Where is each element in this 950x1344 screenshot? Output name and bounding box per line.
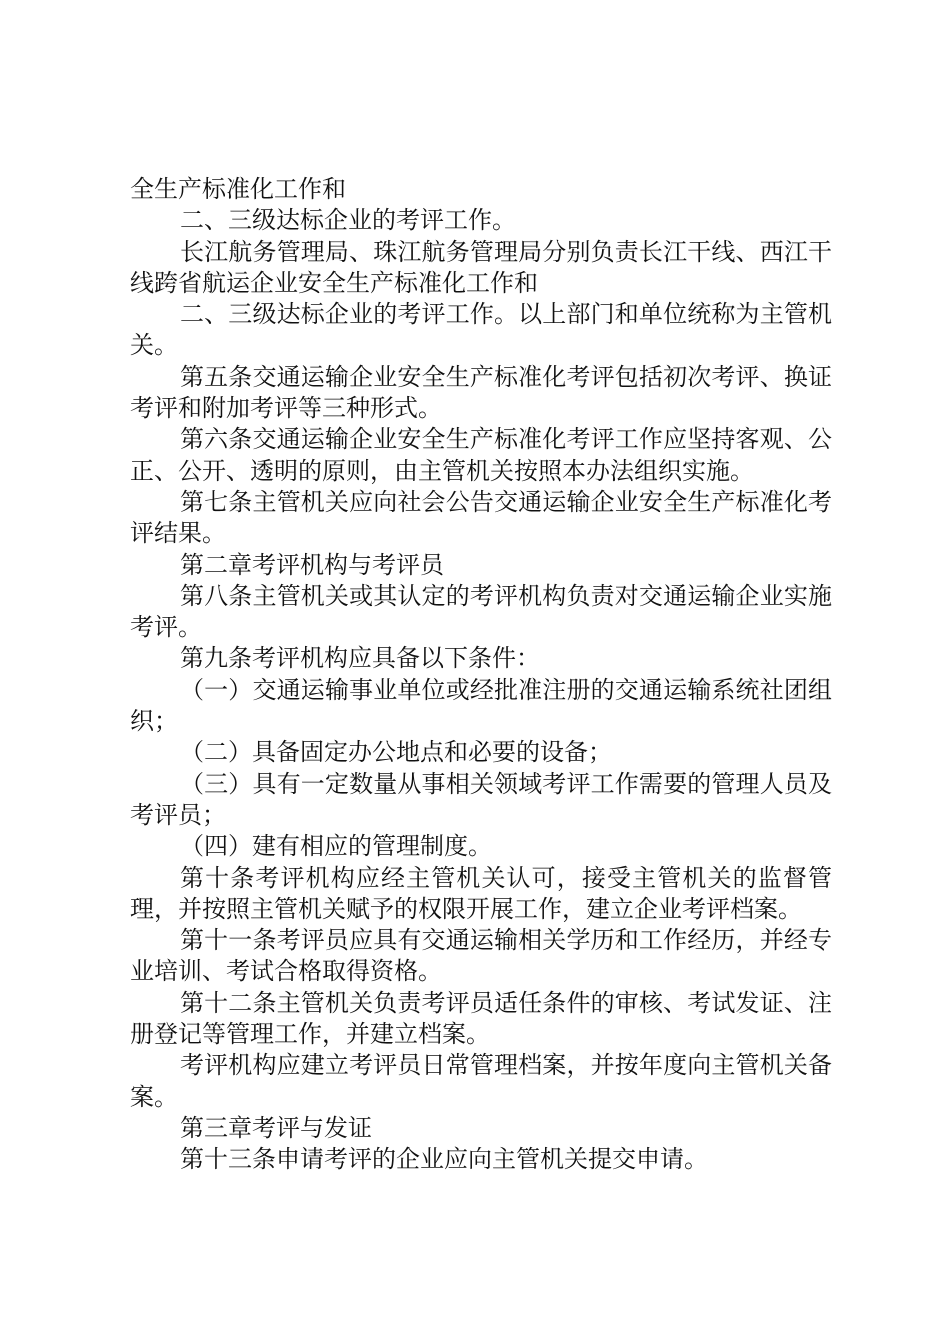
article-13: 第十三条申请考评的企业应向主管机关提交申请。 [180,1145,708,1174]
chapter-3-heading: 第三章考评与发证 [180,1113,372,1142]
article-10: 第十条考评机构应经主管机关认可，接受主管机关的监督管理，并按照主管机关赋予的权限开展工作，建立企业考评档案。 [130,863,832,923]
paragraph: 考评机构应建立考评员日常管理档案，并按年度向主管机关备案。 [130,1051,832,1111]
paragraph: 全生产标准化工作和 [130,175,346,203]
article-7: 第七条主管机关应向社会公告交通运输企业安全生产标准化考评结果。 [130,487,832,548]
list-item: （二）具备固定办公地点和必要的设备； [180,738,612,767]
article-9: 第九条考评机构应具备以下条件： [180,644,540,673]
list-item: （三）具有一定数量从事相关领域考评工作需要的管理人员及考评员； [130,769,832,829]
chapter-2-heading: 第二章考评机构与考评员 [180,550,444,579]
article-12: 第十二条主管机关负责考评员适任条件的审核、考试发证、注册登记等管理工作，并建立档案。 [130,988,832,1049]
paragraph: 二、三级达标企业的考评工作。 [180,206,516,235]
article-5: 第五条交通运输企业安全生产标准化考评包括初次考评、换证考评和附加考评等三种形式。 [130,362,832,423]
paragraph: 二、三级达标企业的考评工作。以上部门和单位统称为主管机关。 [130,300,832,360]
list-item: （一）交通运输事业单位或经批准注册的交通运输系统社团组织； [130,675,832,736]
list-item: （四）建有相应的管理制度。 [180,832,492,861]
article-8: 第八条主管机关或其认定的考评机构负责对交通运输企业实施考评。 [130,581,832,642]
paragraph: 长江航务管理局、珠江航务管理局分别负责长江干线、西江干线跨省航运企业安全生产标准化工作和 [130,237,832,297]
document-body [130,174,832,1176]
article-11: 第十一条考评员应具有交通运输相关学历和工作经历，并经专业培训、考试合格取得资格。 [130,926,832,986]
article-6: 第六条交通运输企业安全生产标准化考评工作应坚持客观、公正、公开、透明的原则，由主管机关按照本办法组织实施。 [130,425,832,485]
